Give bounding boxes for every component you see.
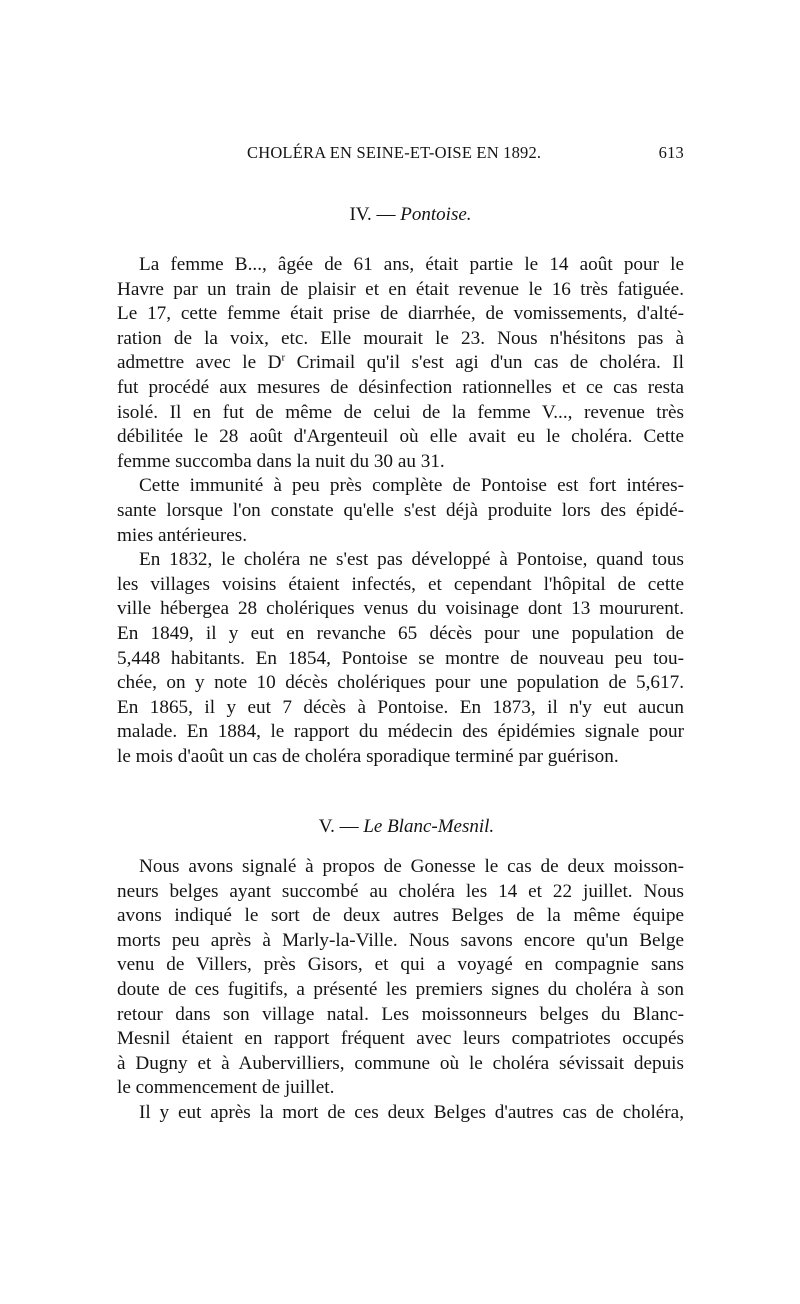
text-line: femme succomba dans la nuit du 30 au 31.: [117, 450, 445, 472]
text-line: En 1832, le choléra ne s'est pas développé à Pontoise, quand tous: [139, 549, 684, 571]
section-title: Pontoise.: [400, 204, 472, 225]
text-line: neurs belges ayant succombé au choléra les 14 et 22 juillet. Nous: [117, 880, 684, 902]
text-line: sante lorsque l'on constate qu'elle s'est déjà produite lors des épidé-: [117, 499, 684, 521]
paragraph: [117, 855, 684, 1101]
text-line: En 1849, il y eut en revanche 65 décès pour une population de: [117, 622, 684, 644]
text-line: fut procédé aux mesures de désinfection rationnelles et ce cas resta: [117, 376, 684, 398]
paragraph: [117, 474, 684, 548]
running-header: [117, 143, 684, 167]
text-line: admettre avec le $D^r$ Crimail qu'il s'est agi d'un cas de choléra. Il: [117, 351, 684, 374]
running-title: CHOLÉRA EN SEINE-ET-OISE EN 1892.: [247, 143, 542, 162]
document-page: [117, 0, 684, 1304]
text-line: avons indiqué le sort de deux autres Belges de la même équipe: [117, 905, 684, 927]
section-body-blanc-mesnil: [117, 855, 684, 1126]
text-line: le mois d'août un cas de choléra sporadique terminé par guérison.: [117, 745, 619, 767]
text-line: venu de Villers, près Gisors, et qui a voyagé en compagnie sans: [117, 954, 684, 976]
section-heading-pontoise: [127, 204, 694, 226]
text-line: à Dugny et à Aubervilliers, commune où le choléra sévissait depuis: [117, 1052, 684, 1074]
text-line: malade. En 1884, le rapport du médecin des épidémies signale pour: [117, 721, 684, 743]
text-line: Havre par un train de plaisir et en était revenue le 16 très fatiguée.: [117, 278, 684, 300]
text-line: ration de la voix, etc. Elle mourait le 23. Nous n'hésitons pas à: [117, 327, 684, 349]
text-line: La femme B..., âgée de 61 ans, était partie le 14 août pour le: [139, 254, 684, 275]
text-line: retour dans son village natal. Les moissonneurs belges du Blanc-: [117, 1003, 684, 1025]
text-line: Cette immunité à peu près complète de Pontoise est fort intéres-: [139, 475, 684, 497]
text-line: débilitée le 28 août d'Argenteuil où elle avait eu le choléra. Cette: [117, 426, 684, 448]
text-line: le commencement de juillet.: [117, 1077, 335, 1099]
section-heading-blanc-mesnil: [123, 816, 690, 838]
text-line: les villages voisins étaient infectés, et cependant l'hôpital de cette: [117, 573, 684, 595]
text-line: morts peu après à Marly-la-Ville. Nous savons encore qu'un Belge: [117, 929, 684, 951]
text-line: isolé. Il en fut de même de celui de la femme V..., revenue très: [117, 401, 684, 423]
section-title: Le Blanc-Mesnil.: [363, 816, 495, 837]
text-line: ville hébergea 28 cholériques venus du voisinage dont 13 moururent.: [117, 598, 684, 620]
page-number: 613: [658, 143, 684, 162]
paragraph: [117, 1101, 684, 1126]
section-numeral: IV. —: [349, 204, 396, 225]
paragraph: [117, 548, 684, 769]
text-line: 5,448 habitants. En 1854, Pontoise se montre de nouveau peu tou-: [117, 647, 684, 669]
section-numeral: V. —: [318, 816, 359, 837]
text-line: Nous avons signalé à propos de Gonesse le cas de deux moisson-: [139, 856, 684, 877]
text-line: Le 17, cette femme était prise de diarrhée, de vomissements, d'alté-: [117, 303, 684, 325]
text-line: doute de ces fugitifs, a présenté les premiers signes du choléra à son: [117, 978, 684, 1000]
paragraph: [117, 253, 684, 474]
text-line: mies antérieures.: [117, 524, 247, 546]
text-line: Il y eut après la mort de ces deux Belges d'autres cas de choléra,: [139, 1101, 684, 1123]
section-body-pontoise: [117, 253, 684, 769]
text-line: En 1865, il y eut 7 décès à Pontoise. En 1873, il n'y eut aucun: [117, 696, 684, 718]
text-line: chée, on y note 10 décès cholériques pour une population de 5,617.: [117, 672, 684, 694]
text-line: Mesnil étaient en rapport fréquent avec leurs compatriotes occupés: [117, 1028, 684, 1050]
